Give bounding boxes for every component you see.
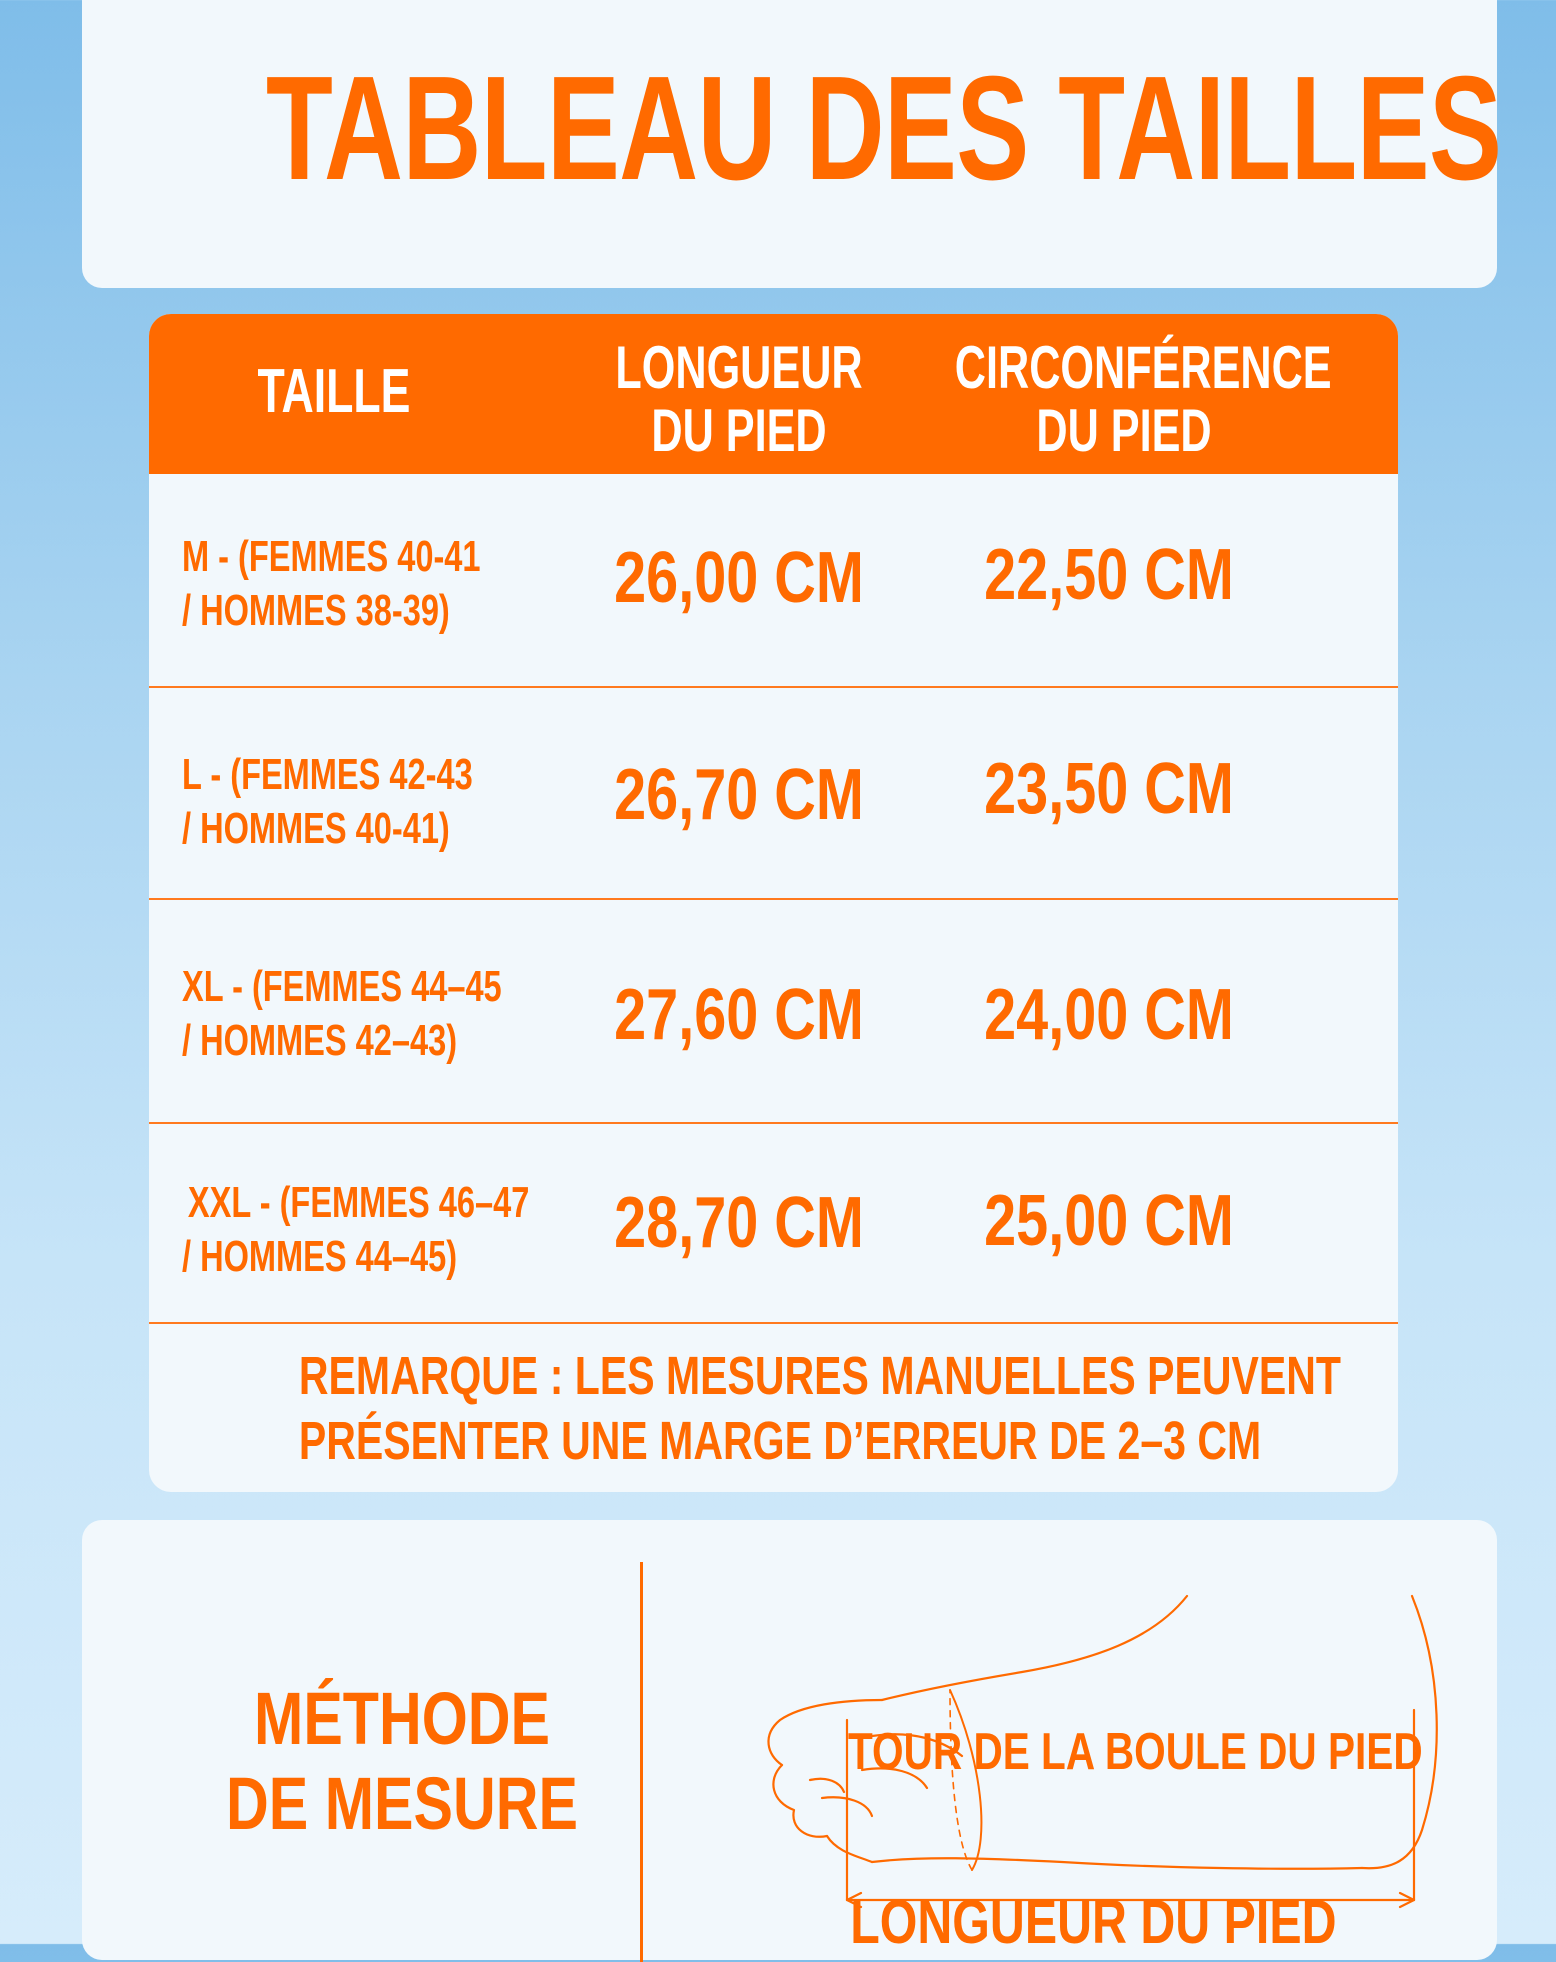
method-line1: MÉTHODE xyxy=(254,1677,550,1760)
size-line1: XXL - (FEMMES 46–47 xyxy=(187,1178,530,1227)
method-card xyxy=(82,1520,1497,1960)
header-circumference xyxy=(954,334,1332,464)
table-header xyxy=(149,314,1398,474)
title-card xyxy=(82,0,1502,288)
table-row xyxy=(149,686,1398,900)
length-cell: 27,60 CM xyxy=(614,975,864,1055)
size-line2: / HOMMES 40-41) xyxy=(182,803,450,853)
size-line2: / HOMMES 38-39) xyxy=(182,585,450,635)
header-length xyxy=(602,336,876,462)
foot-length-label: LONGUEUR DU PIED xyxy=(850,1888,1337,1957)
size-line2: / HOMMES 44–45) xyxy=(182,1231,458,1281)
size-line1: XL - (FEMMES 44–45 xyxy=(182,962,502,1011)
size-cell xyxy=(182,960,530,1067)
note-line2: PRÉSENTER UNE MARGE D’ERREUR DE 2–3 CM xyxy=(298,1410,1262,1471)
length-cell: 26,00 CM xyxy=(614,538,864,618)
size-line1: M - (FEMMES 40-41 xyxy=(182,532,481,581)
header-size-label: TAILLE xyxy=(257,357,411,426)
length-cell: 26,70 CM xyxy=(614,755,864,835)
header-circ-line2: DU PIED xyxy=(1036,397,1212,464)
header-size xyxy=(201,359,467,424)
header-length-line2: DU PIED xyxy=(651,397,827,464)
circumference-cell: 23,50 CM xyxy=(984,749,1234,829)
size-line2: / HOMMES 42–43) xyxy=(182,1015,458,1065)
length-cell: 28,70 CM xyxy=(614,1183,864,1263)
vertical-divider xyxy=(640,1562,643,1962)
method-line2: DE MESURE xyxy=(226,1762,578,1846)
circumference-cell: 24,00 CM xyxy=(984,975,1234,1055)
size-cell xyxy=(182,530,530,637)
size-cell xyxy=(182,1176,530,1283)
table-row xyxy=(149,898,1398,1124)
size-line1: L - (FEMMES 42-43 xyxy=(182,750,473,799)
ball-of-foot-label: TOUR DE LA BOULE DU PIED xyxy=(848,1723,1423,1781)
measurement-note xyxy=(298,1344,1341,1474)
size-table xyxy=(149,314,1398,1492)
circumference-cell: 25,00 CM xyxy=(984,1181,1234,1261)
size-cell xyxy=(182,748,530,855)
method-title xyxy=(170,1676,634,1846)
note-divider xyxy=(149,1322,1398,1324)
header-length-line1: LONGUEUR xyxy=(615,334,863,401)
table-row xyxy=(149,1122,1398,1324)
table-row xyxy=(149,474,1398,686)
note-line1: REMARQUE : LES MESURES MANUELLES PEUVENT xyxy=(298,1346,1341,1406)
page-title: TABLEAU DES TAILLES xyxy=(265,46,1502,211)
circumference-cell: 22,50 CM xyxy=(984,535,1234,615)
header-circ-line1: CIRCONFÉRENCE xyxy=(954,334,1332,401)
